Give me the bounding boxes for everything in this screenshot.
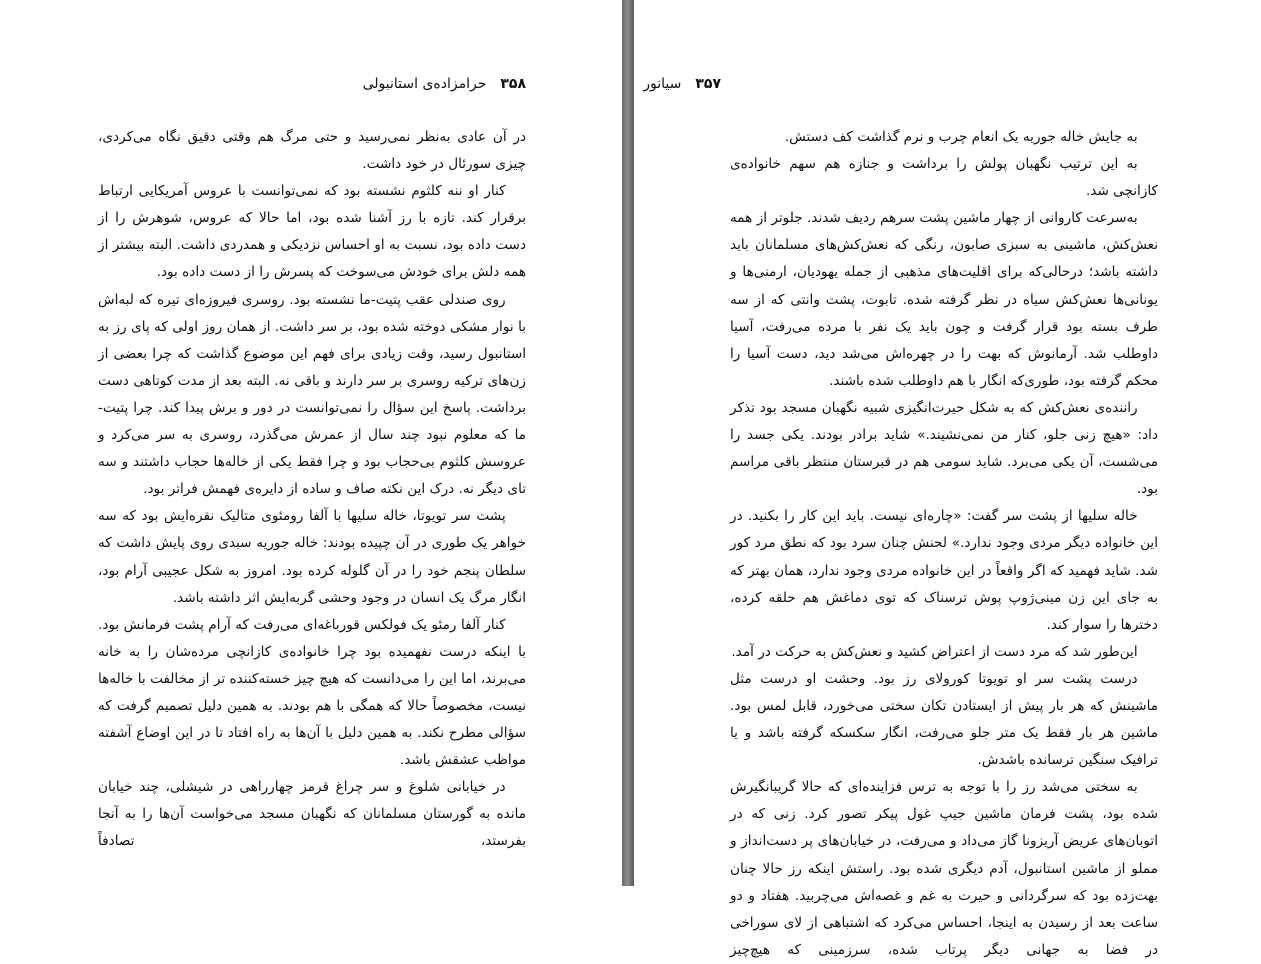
paragraph: کنار او ننه کلثوم نشسته بود که نمی‌توانست با عروس آمریکایی ارتباط برقرار کند. تازه با رز آشنا شده بود، اما حالا که عروس، شوهرش را از دست داده بود، نسبت به او احساس نزدیکی و همدردی داشت. البته بیشتر از همه دلش برای خودش می‌سوخت که پسرش را از دست داده بود. [98, 183, 526, 281]
paragraph: به جایش خاله جوریه یک انعام چرب و نرم گذاشت کف دستش. [784, 129, 1138, 145]
paragraph: در خیابانی شلوغ و سر چراغ قرمز چهارراهی در شیشلی، چند خیابان مانده به گورستان مسلمانان که نگهبان مسجد می‌خواست آن‌ها را به آنجا بفرستد، تصادفاً [98, 779, 526, 850]
page-number: ۳۵۸ [500, 76, 526, 92]
running-title: سیانور [643, 76, 682, 92]
right-page [634, 0, 1261, 958]
paragraph: کنار آلفا رمئو یک فولکس قورباغه‌ای می‌رفت که آرام پشت فرمانش بود. با اینکه درست نفهمیده بود چرا خانواده‌ی کازانچی مرده‌شان را به خانه می‌برند، اما این را می‌دانست که هیچ چیز خسته‌کننده تر از مخالفت با خاله‌ها نیست، مخصوصاً حالا که همگی با هم بودند. به همین دلیل تصمیم گرفت که سؤالی مطرح نکند. به همین دلیل با آن‌ها به راه افتاد تا در این اوضاع آشفته مواظب عشقش باشد. [98, 616, 526, 769]
page-number: ۳۵۷ [695, 76, 721, 92]
paragraph: درست پشت سر او تویوتا کورولای رز بود. وحشت او درست مثل ماشینش که هر بار پیش از ایستادن تکان سختی می‌خورد، قابل لمس بود. ماشین هر بار فقط یک متر جلو می‌رفت، انگار سکسکه گرفته باشد و یا ترافیک سنگین ترسانده باشدش. [730, 670, 1158, 769]
paragraph: راننده‌ی نعش‌کش که به شکل حیرت‌انگیزی شبیه نگهبان مسجد بود تذکر داد: «هیچ زنی جلو، کنار من نمی‌نشیند.» شاید برادر بودند. یکی جسد را می‌شست، آن یکی می‌برد. شاید سومی هم در قبرستان منتظر باقی مراسم بود. [730, 399, 1158, 498]
right-page-header [643, 76, 721, 92]
left-page-body [98, 124, 526, 856]
paragraph: این‌طور شد که مرد دست از اعتراض کشید و نعش‌کش به حرکت در آمد. [731, 643, 1138, 660]
book-spine [622, 0, 634, 886]
left-page [0, 0, 622, 886]
right-page-body [730, 124, 1158, 964]
paragraph: پشت سر تویوتا، خاله سلیها با آلفا رومئوی متالیک نقره‌ایش بود که سه خواهر یک طوری در آن چپیده بودند: خاله جوریه سبدی روی پایش داشت که سلطان پنجم خود را در آن گلوله کرده بود. امروز به شکل عجیبی آرام بود، انگار مرگ یک انسان در وجود وحشی گربه‌ایش اثر داشته باشد. [98, 508, 526, 606]
paragraph: به‌سرعت کاروانی از چهار ماشین پشت سرهم ردیف شدند. جلوتر از همه نعش‌کش، ماشینی به سبزی صابون، رنگی که نعش‌کش‌های مسلمانان باید داشته باشد؛ درحالی‌که برای اقلیت‌های مذهبی از جمله یهودیان، ارمنی‌ها و یونانی‌ها نعش‌کش سیاه در نظر گرفته شده. تابوت، پشت وانتی که از سه طرف بسته بود قرار گرفت و چون باید یک نفر با مرده می‌رفت، آسیا داوطلب شد. آرمانوش که بهت را در چهره‌اش می‌شد دید، دست آسیا را محکم گرفته بود، طوری‌که انگار با هم داوطلب شده باشند. [730, 210, 1158, 389]
paragraph: روی صندلی عقب پتیت-ما نشسته بود. روسری فیروزه‌ای تیره که لبه‌اش با نوار مشکی دوخته شده بود، بر سر داشت. از همان روز اولی که پای رز به استانبول رسید، وقت زیادی برای فهم این موضوع گذاشت که چرا بعضی از زن‌های ترکیه روسری بر سر دارند و باقی نه. البته بعد از مدت کوتاهی دست برداشت. پاسخ این سؤال را نمی‌توانست در دور و برش پیدا کند. چرا پتیت-ما که معلوم نبود چند سال از عمرش می‌گذرد، روسری به سر می‌کرد و عروسش کلثوم بی‌حجاب بود و چرا فقط یکی از خاله‌ها حجاب داشتند و سه تای دیگر نه. درک این نکته صاف و ساده از دایره‌ی فهمش فراتر بود. [98, 291, 526, 498]
paragraph: در آن عادی به‌نظر نمی‌رسید و حتی مرگ هم وقتی دقیق نگاه می‌کردی، چیزی سورئال در خود داشت. [98, 129, 526, 173]
paragraph: به این ترتیب نگهبان پولش را برداشت و جنازه هم سهم خانواده‌ی کازانچی شد. [730, 156, 1158, 200]
paragraph: خاله سلیها از پشت سر گفت: «چاره‌ای نیست. باید این کار را بکنید. در این خانواده دیگر مردی وجود ندارد.» لحنش چنان سرد بود که نطق مرد کور شد. شاید فهمید که اگر واقعاً در این خانواده مردی وجود ندارد، همان بهتر که به جای این زن مینی‌ژوپ پوش ترسناک که توی دماغش هم حلقه کرده، دخترها را سوار کند. [730, 508, 1158, 633]
paragraph: به سختی می‌شد رز را با توجه به ترس فزاینده‌ای که حالا گریبانگیرش شده بود، پشت فرمان ماشین جیپ غول پیکر تصور کرد. زنی که در اتوبان‌های عریض آریزونا گاز می‌داد و می‌رفت، در خیابان‌های پر دست‌انداز و مملو از ماشین استانبول، آدم دیگری شده بود. راستش اینکه رز حالا چنان بهت‌زده بود که سرگردانی و حیرت به غم و غصه‌اش می‌چربید. هفتاد و دو ساعت بعد از رسیدن به اینجا، احساس می‌کرد که اشتباهی از لای سوراخی در فضا به جهانی دیگر پرتاب شده، سرزمینی که هیچ‌چیز [730, 779, 1158, 958]
left-page-header [363, 76, 526, 92]
running-title: حرامزاده‌ی استانبولی [362, 76, 487, 92]
